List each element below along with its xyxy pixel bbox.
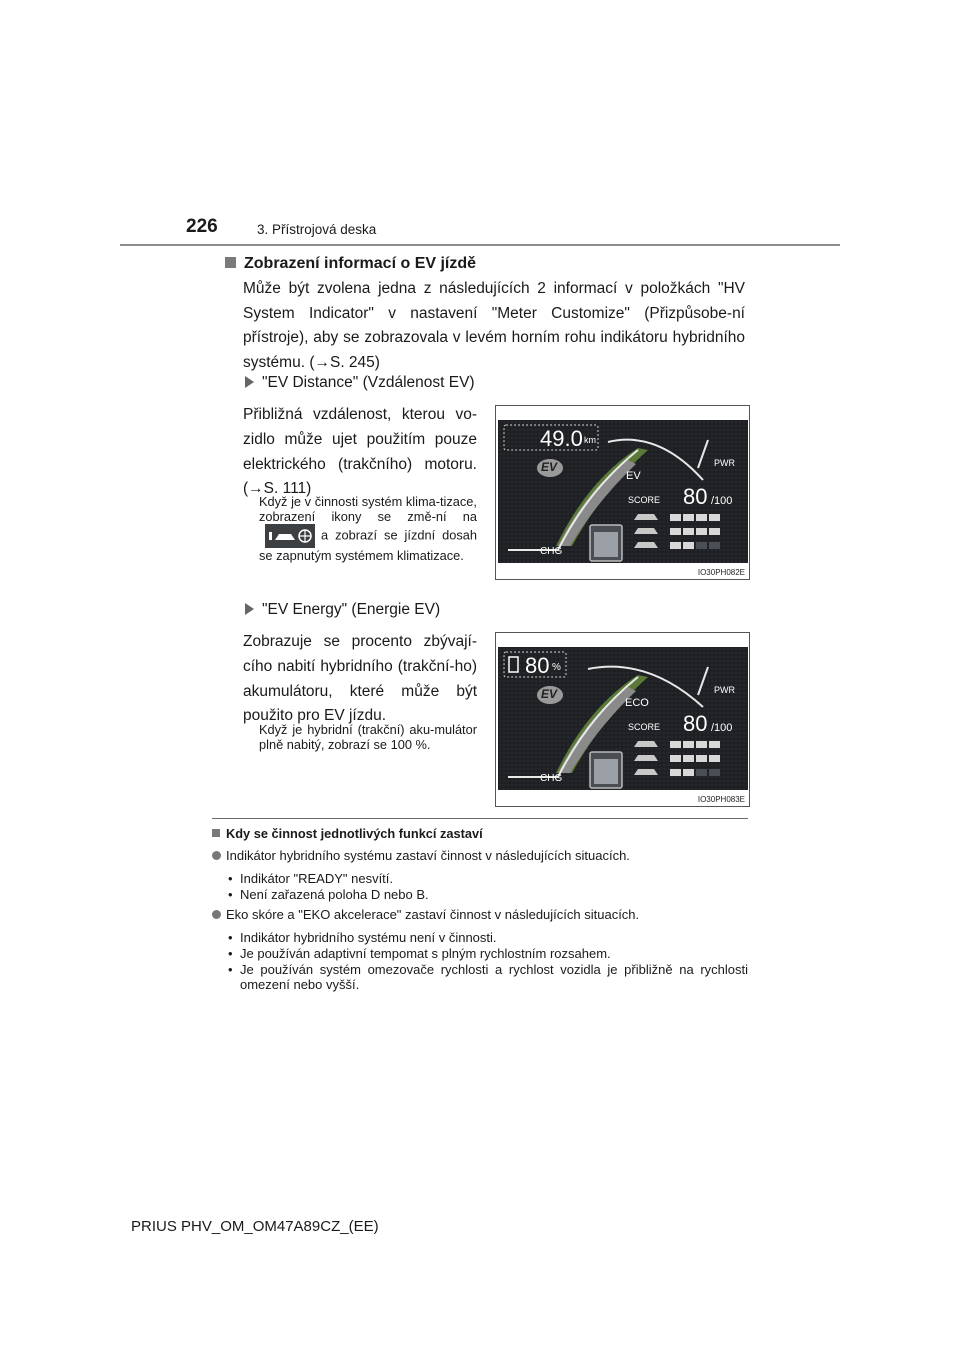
score-max: /100 <box>711 495 733 507</box>
list-item: • Je používán adaptivní tempomat s plným rychlostním rozsahem. <box>228 946 611 961</box>
document-footer: PRIUS PHV_OM_OM47A89CZ_(EE) <box>131 1218 379 1235</box>
pwr-label: PWR <box>714 458 735 468</box>
square-bullet-icon <box>212 829 220 837</box>
score-max: /100 <box>711 722 733 734</box>
ev-distance-note: Když je v činnosti systém klima-tizace, zobrazení ikony se změ-ní naa zobrazí se jízdní dosah se zapnutým systémem klimatizace. <box>259 494 477 564</box>
score-label: SCORE <box>628 495 661 505</box>
section-divider <box>212 818 748 819</box>
ev-badge: EV <box>541 687 558 701</box>
dot-bullet-icon <box>212 910 221 919</box>
square-bullet-icon <box>225 257 236 268</box>
ev-badge: EV <box>541 460 558 474</box>
ev-distance-value: 49.0 <box>540 426 583 451</box>
dot-bullet-icon <box>212 851 221 860</box>
triangle-bullet-icon <box>245 603 254 615</box>
chapter-title: 3. Přístrojová deska <box>257 222 377 237</box>
ev-energy-figure <box>495 632 750 807</box>
list-item: • Indikátor "READY" nesvítí. <box>228 871 394 886</box>
header-divider <box>120 244 840 246</box>
stop-bullet-2: Eko skóre a "EKO akcelerace" zastaví činnost v následujících situacích. <box>212 907 639 922</box>
plug-car-fan-icon <box>265 524 315 548</box>
figure-code: IO30PH083E <box>697 795 745 804</box>
ev-distance-unit: km <box>584 435 596 445</box>
list-item: • Je používán systém omezovače rychlosti a rychlost vozidla je přibližně na rychlosti omezení nebo vyšší. <box>228 962 748 993</box>
page-number: 226 <box>186 216 218 237</box>
score-value: 80 <box>683 484 708 509</box>
mode-label: ECO <box>625 697 649 709</box>
ev-distance-figure <box>495 405 750 580</box>
stop-title: Kdy se činnost jednotlivých funkcí zastaví <box>212 826 483 841</box>
hybrid-indicator-screen <box>498 420 748 563</box>
score-label: SCORE <box>628 722 661 732</box>
section-intro: Může být zvolena jedna z následujících 2 informací v položkách "HV System Indicator" v nastavení "Meter Customize" (Přizpůsobe-ní přístroje), aby se zobrazovala v levém horním rohu indikátoru hybridního systému. (→S. 245) <box>243 280 745 371</box>
stop-bullet-1: Indikátor hybridního systému zastaví činnost v následujících situacích. <box>212 848 630 863</box>
ev-distance-heading: "EV Distance" (Vzdálenost EV) <box>245 374 475 392</box>
ev-distance-description: Přibližná vzdálenost, kterou vo-zidlo může ujet použitím pouze elektrického (trakčního) motoru. (→S. 111) <box>243 406 477 498</box>
mode-label: EV <box>626 470 641 482</box>
pwr-label: PWR <box>714 685 735 695</box>
section-title: Zobrazení informací o EV jízdě <box>225 255 476 273</box>
ev-energy-description: Zobrazuje se procento zbývají-cího nabití hybridního (trakční-ho) akumulátoru, které může být použito pro EV jízdu. <box>243 633 477 725</box>
hybrid-indicator-screen <box>498 647 748 790</box>
figure-code: IO30PH082E <box>697 568 745 577</box>
list-item: • Indikátor hybridního systému není v činnosti. <box>228 930 497 945</box>
ev-energy-unit: % <box>552 662 561 673</box>
chg-label: CHG <box>540 773 563 784</box>
triangle-bullet-icon <box>245 376 254 388</box>
chg-label: CHG <box>540 546 563 557</box>
ev-energy-heading: "EV Energy" (Energie EV) <box>245 601 440 619</box>
ev-energy-value: 80 <box>525 653 550 678</box>
score-value: 80 <box>683 711 708 736</box>
list-item: • Není zařazená poloha D nebo B. <box>228 887 429 902</box>
ev-energy-note: Když je hybridní (trakční) aku-mulátor plně nabitý, zobrazí se 100 %. <box>259 722 477 753</box>
